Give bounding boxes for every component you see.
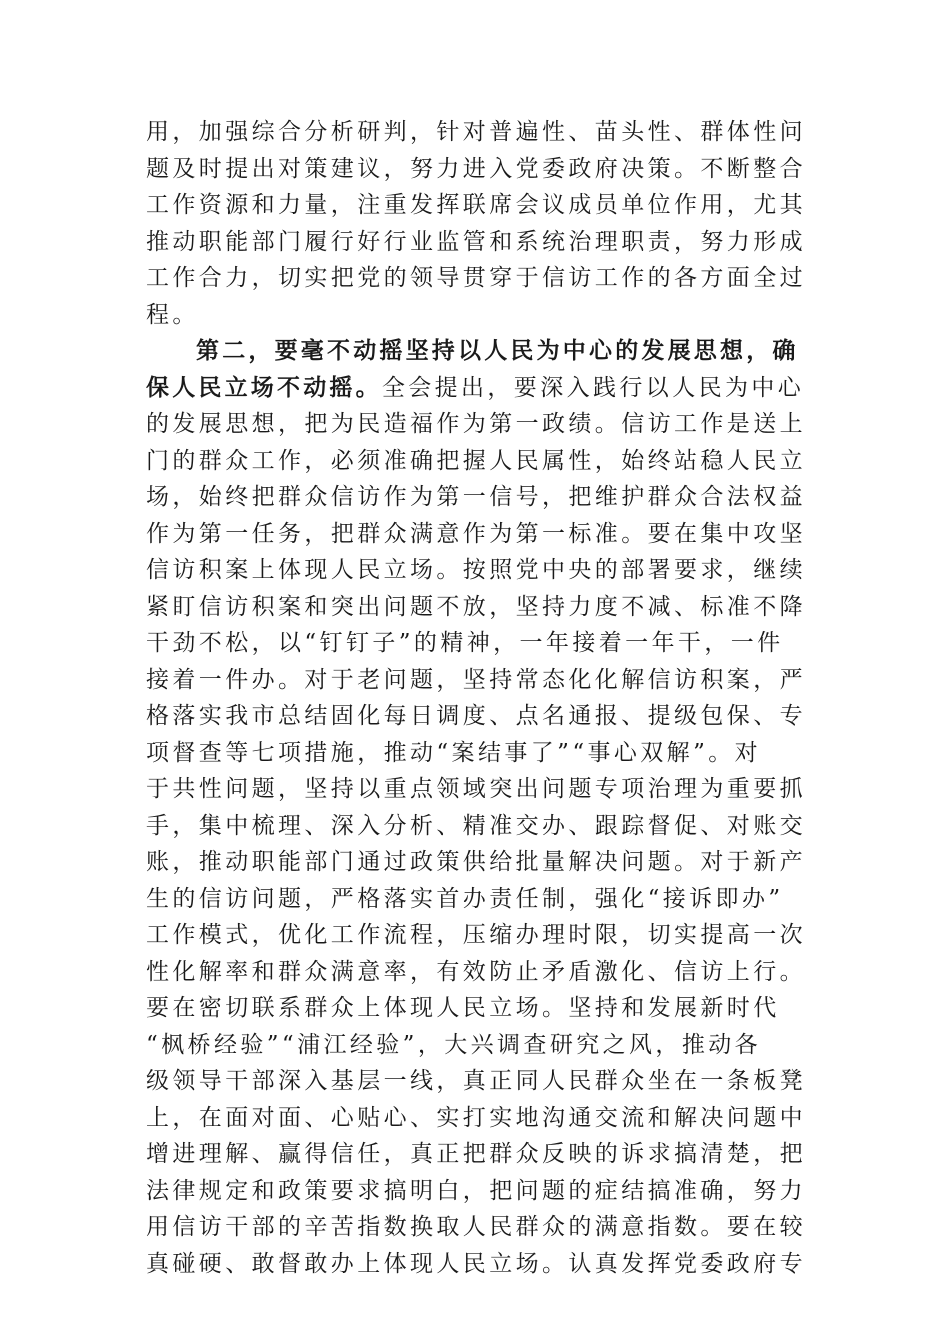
text-line: 推动职能部门履行好行业监管和系统治理职责，努力形成	[146, 228, 806, 255]
text-line: 格落实我市总结固化每日调度、点名通报、提级包保、专	[146, 703, 806, 729]
text-line: 作为第一任务，把群众满意作为第一标准。要在集中攻坚	[146, 520, 806, 547]
paragraph-2	[146, 333, 806, 1282]
section-heading: 第二，要毫不动摇坚持以人民为中心的发展思想，确	[196, 338, 799, 364]
text-line: 工作合力，切实把党的领导贯穿于信访工作的各方面全过	[146, 265, 806, 291]
text-line: 真碰硬、敢督敢办上体现人民立场。认真发挥党委政府专	[146, 1250, 806, 1277]
text-line: 题及时提出对策建议，努力进入党委政府决策。不断整合	[146, 155, 806, 182]
text-line: 项督查等七项措施，推动“案结事了”“事心双解”。对	[146, 739, 762, 766]
text-line: 级领导干部深入基层一线，真正同人民群众坐在一条板凳	[146, 1068, 806, 1094]
text-line: 紧盯信访积案和突出问题不放，坚持力度不减、标准不降	[146, 593, 806, 620]
text-line: 门的群众工作，必须准确把握人民属性，始终站稳人民立	[146, 447, 806, 474]
text-line: 要在密切联系群众上体现人民立场。坚持和发展新时代	[146, 995, 780, 1021]
text-line: 生的信访问题，严格落实首办责任制，强化“接诉即办”	[146, 885, 784, 912]
text-line: 用信访干部的辛苦指数换取人民群众的满意指数。要在较	[146, 1214, 806, 1240]
text-line: 增进理解、赢得信任，真正把群众反映的诉求搞清楚，把	[146, 1141, 806, 1167]
text-line: 工作资源和力量，注重发挥联席会议成员单位作用，尤其	[146, 192, 806, 218]
text-line: 接着一件办。对于老问题，坚持常态化化解信访积案，严	[146, 666, 806, 693]
section-heading-continued: 保人民立场不动摇。	[146, 374, 382, 401]
text-line: 程。	[146, 301, 199, 328]
text-line: 性化解率和群众满意率，有效防止矛盾激化、信访上行。	[146, 958, 806, 985]
text-line: “枫桥经验”“浦江经验”，大兴调查研究之风，推动各	[146, 1031, 762, 1058]
text-line	[146, 370, 806, 407]
paragraph-1	[146, 114, 806, 333]
text-line: 于共性问题，坚持以重点领域突出问题专项治理为重要抓	[146, 776, 806, 802]
text-line: 法律规定和政策要求搞明白，把问题的症结搞准确，努力	[146, 1177, 806, 1204]
text-line: 用，加强综合分析研判，针对普遍性、苗头性、群体性问	[146, 119, 806, 145]
text-line: 干劲不松，以“钉钉子”的精神，一年接着一年干，一件	[146, 630, 784, 656]
text-line: 上，在面对面、心贴心、实打实地沟通交流和解决问题中	[146, 1104, 806, 1131]
text-line: 手，集中梳理、深入分析、精准交办、跟踪督促、对账交	[146, 812, 806, 839]
text-span: 全会提出，要深入践行以人民为中心	[381, 374, 805, 401]
text-line: 账，推动职能部门通过政策供给批量解决问题。对于新产	[146, 849, 806, 875]
text-line: 场，始终把群众信访作为第一信号，把维护群众合法权益	[146, 484, 806, 510]
text-line: 工作模式，优化工作流程，压缩办理时限，切实提高一次	[146, 922, 806, 948]
text-line: 信访积案上体现人民立场。按照党中央的部署要求，继续	[146, 557, 806, 583]
document-page	[146, 114, 806, 1282]
text-line: 的发展思想，把为民造福作为第一政绩。信访工作是送上	[146, 411, 806, 437]
